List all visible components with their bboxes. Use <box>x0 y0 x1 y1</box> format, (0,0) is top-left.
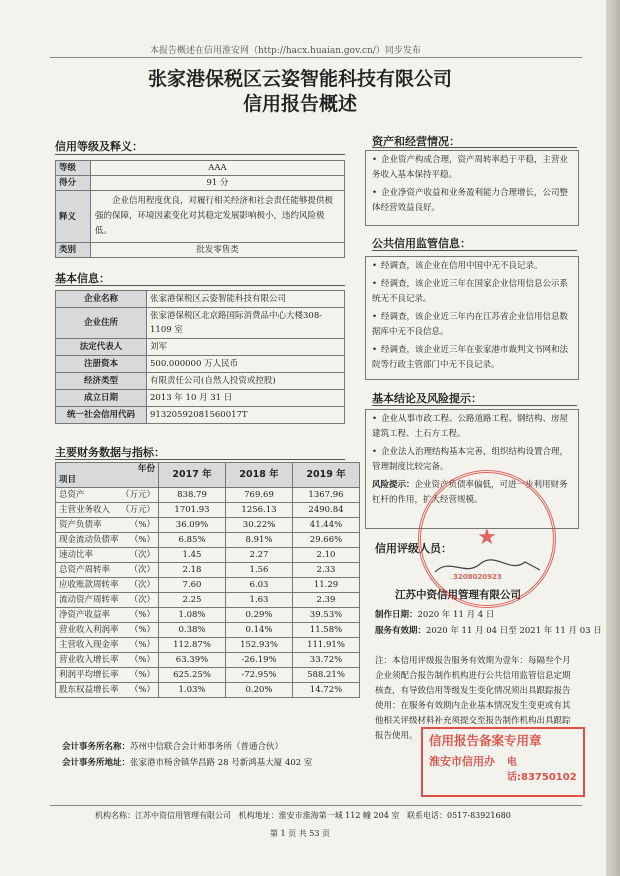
finance-item-name: 主营业务收入 <box>59 505 111 515</box>
finance-corner-cell <box>56 463 159 488</box>
finance-item-unit: （万元） <box>120 505 155 515</box>
finance-value-cell: 1367.96 <box>293 488 360 503</box>
finance-item-name: 应收账款周转率 <box>59 580 119 590</box>
finance-item-unit: （%） <box>129 610 155 620</box>
basic-type-value: 有限责任公司(自然人投资或控股) <box>147 373 345 390</box>
seal-code: 3208020923 <box>453 573 502 581</box>
footer-org-label: 机构名称： <box>95 811 135 820</box>
table-row <box>56 683 360 698</box>
basic-founded-value: 2013 年 10 月 31 日 <box>147 390 345 407</box>
table-row <box>56 373 345 390</box>
table-row <box>56 668 360 683</box>
finance-value-cell: -26.19% <box>226 653 293 668</box>
table-row <box>56 563 360 578</box>
finance-value-cell: 1256.13 <box>226 503 293 518</box>
table-row <box>56 176 345 191</box>
finance-item-name: 流动资产周转率 <box>59 595 119 605</box>
finance-corner-year: 年份 <box>137 464 155 474</box>
bullet-icon: • <box>372 155 378 165</box>
company-seal <box>418 470 556 608</box>
finance-value-cell: 39.53% <box>293 608 360 623</box>
conclusion-underline <box>372 405 577 406</box>
finance-value-cell: 1.08% <box>159 608 226 623</box>
table-row <box>56 548 360 563</box>
list-item <box>372 186 572 216</box>
finance-item-cell <box>56 593 159 608</box>
basic-legal-rep-value: 刘军 <box>147 339 345 356</box>
assets-box <box>365 150 579 226</box>
accounting-firm-line <box>62 740 283 755</box>
header-note: 本报告概述在信用淮安网（http://hacx.huaian.gov.cn/）同步发布 <box>150 46 421 56</box>
made-label: 制作日期： <box>375 610 418 620</box>
assets-bullet-1: 企业资产构成合理，资产周转率趋于平稳，主营业务收入基本保持平稳。 <box>372 155 569 180</box>
public-bullet-4: 经调查，该企业近三年在张家港市裁判文书网和法院等行政主管部门中无不良记录。 <box>372 345 569 370</box>
finance-item-name: 资产负债率 <box>59 520 102 530</box>
header-divider <box>50 57 582 58</box>
finance-value-cell: -72.95% <box>226 668 293 683</box>
footer-info <box>95 808 511 823</box>
finance-corner-item: 项目 <box>59 475 77 485</box>
finance-value-cell: 7.60 <box>159 578 226 593</box>
basic-label-address: 企业住所 <box>56 308 147 339</box>
finance-value-cell: 8.91% <box>226 533 293 548</box>
finance-table <box>55 462 360 698</box>
finance-item-cell <box>56 653 159 668</box>
finance-item-unit: （次） <box>129 550 155 560</box>
period-label: 服务有效期： <box>375 626 427 636</box>
finance-item-cell <box>56 563 159 578</box>
rating-grade-value: AAA <box>91 161 345 176</box>
firm-address: 张家港市杨舍镇华昌路 28 号新鸿基大厦 402 室 <box>130 758 313 768</box>
footer-addr-label: 机构地址： <box>238 811 279 820</box>
finance-item-name: 股东权益增长率 <box>59 685 119 695</box>
company-title: 张家港保税区云姿智能科技有限公司 <box>147 68 452 90</box>
filing-stamp <box>421 727 585 797</box>
finance-value-cell: 2.33 <box>293 563 360 578</box>
finance-value-cell: 1.03% <box>159 683 226 698</box>
finance-item-unit: （万元） <box>120 490 155 500</box>
table-row <box>56 339 345 356</box>
basic-label-capital: 注册资本 <box>56 356 147 373</box>
rating-category-value: 批发零售类 <box>91 243 345 258</box>
finance-value-cell: 2.10 <box>293 548 360 563</box>
basic-table <box>55 290 345 424</box>
finance-item-cell <box>56 518 159 533</box>
filing-stamp-title: 信用报告备案专用章 <box>429 733 542 748</box>
basic-label-founded: 成立日期 <box>56 390 147 407</box>
finance-value-cell: 0.38% <box>159 623 226 638</box>
table-row <box>56 653 360 668</box>
finance-year-2018: 2018 年 <box>226 463 293 488</box>
basic-label-name: 企业名称 <box>56 291 147 308</box>
notice-text: 注：本信用评级报告服务有效期为壹年：每隔叁个月企业须配合报告制作机构进行公共信用监管信息定期核查，有导致信用等级发生变化情况须出具跟踪报告使用：在服务有效期内企业基本情况发生变更或有其他相关评级材料补充须提交至报告制作机构出具跟踪报告使用。 <box>375 656 571 741</box>
conclusion-heading: 基本结论及风险提示： <box>372 392 482 405</box>
table-row <box>56 161 345 176</box>
finance-item-name: 总资产周转率 <box>59 565 111 575</box>
filing-stamp-phone: 电话:83750102 <box>507 757 577 783</box>
finance-item-unit: （次） <box>129 595 155 605</box>
finance-value-cell: 2.39 <box>293 593 360 608</box>
finance-value-cell: 2.25 <box>159 593 226 608</box>
bullet-icon: • <box>372 312 378 322</box>
finance-item-unit: （%） <box>129 685 155 695</box>
made-date: 2020 年 11 月 4 日 <box>417 610 495 620</box>
finance-value-cell: 0.14% <box>226 623 293 638</box>
list-item <box>372 310 572 340</box>
finance-year-2019: 2019 年 <box>293 463 360 488</box>
finance-value-cell: 1701.93 <box>159 503 226 518</box>
finance-item-cell <box>56 623 159 638</box>
accounting-address-line <box>62 756 312 771</box>
conclusion-bullet-1: 企业从事市政工程、公路道路工程、钢结构、房屋建筑工程、土石方工程。 <box>372 414 569 439</box>
table-row <box>56 518 360 533</box>
table-row <box>56 191 345 243</box>
basic-address-value: 张家港保税区北京路国际消费品中心大楼308-1109 室 <box>147 308 345 339</box>
accounting-firm-label: 会计事务所名称： <box>62 742 131 752</box>
table-row <box>56 463 360 488</box>
table-row <box>56 243 345 258</box>
list-item <box>372 343 572 373</box>
finance-item-cell <box>56 533 159 548</box>
finance-item-cell <box>56 503 159 518</box>
public-bullet-2: 经调查，该企业近三年在国家企业信用信息公示系统无不良记录。 <box>372 279 569 304</box>
binding-edge <box>606 0 620 876</box>
bullet-icon: • <box>372 414 378 424</box>
bullet-icon: • <box>372 261 378 271</box>
seal-star-icon: ★ <box>477 525 497 550</box>
finance-value-cell: 112.87% <box>159 638 226 653</box>
basic-capital-value: 500.000000 万人民币 <box>147 356 345 373</box>
finance-underline <box>55 459 345 460</box>
basic-label-type: 经济类型 <box>56 373 147 390</box>
list-item <box>372 259 572 274</box>
page-number: 第 1 页 共 53 页 <box>270 829 330 838</box>
bullet-icon: • <box>372 447 378 457</box>
table-row <box>56 608 360 623</box>
finance-item-cell <box>56 578 159 593</box>
finance-value-cell: 152.93% <box>226 638 293 653</box>
list-item <box>372 412 572 442</box>
finance-value-cell: 6.03 <box>226 578 293 593</box>
footer-tel: 0517-83921680 <box>447 811 511 820</box>
finance-item-unit: （%） <box>129 670 155 680</box>
risk-label: 风险提示： <box>372 480 415 490</box>
finance-item-cell <box>56 608 159 623</box>
table-row <box>56 407 345 424</box>
finance-item-unit: （%） <box>129 640 155 650</box>
list-item <box>372 277 572 307</box>
finance-value-cell: 2.18 <box>159 563 226 578</box>
public-bullet-3: 经调查，该企业近三年内在江苏省企业信用信息数据库中无不良信息。 <box>372 312 569 337</box>
finance-item-name: 现金流动负债率 <box>59 535 119 545</box>
table-row <box>56 488 360 503</box>
validity-period: 2020 年 11 月 04 日至 2021 年 11 月 03 日 <box>426 626 602 636</box>
basic-underline <box>55 285 345 286</box>
public-box <box>365 256 579 380</box>
table-row <box>56 533 360 548</box>
rating-label-category: 类别 <box>56 243 91 258</box>
table-row <box>56 308 345 339</box>
table-row <box>56 356 345 373</box>
finance-value-cell: 11.29 <box>293 578 360 593</box>
rating-underline <box>55 154 345 155</box>
finance-item-unit: （%） <box>129 520 155 530</box>
table-row <box>56 578 360 593</box>
finance-value-cell: 588.21% <box>293 668 360 683</box>
finance-year-2017: 2017 年 <box>159 463 226 488</box>
finance-item-cell <box>56 638 159 653</box>
bullet-icon: • <box>372 188 378 198</box>
public-bullet-1: 经调查，该企业在信用中国中无不良记录。 <box>381 261 543 271</box>
accounting-firm-name: 苏州中信联合会计师事务所（普通合伙） <box>130 742 284 752</box>
basic-label-credit-code: 统一社会信用代码 <box>56 407 147 424</box>
finance-item-name: 营业收入利润率 <box>59 625 119 635</box>
finance-item-name: 净资产收益率 <box>59 610 111 620</box>
finance-item-name: 利润平均增长率 <box>59 670 119 680</box>
finance-value-cell: 111.91% <box>293 638 360 653</box>
footer-tel-label: 联系电话： <box>407 811 447 820</box>
finance-item-name: 主营收入现金率 <box>59 640 119 650</box>
conclusion-bullet-2: 企业法人治理结构基本完善，组织结构设置合理，管理制度比较完备。 <box>372 447 569 472</box>
table-row <box>56 503 360 518</box>
footer-divider <box>50 805 582 806</box>
finance-item-cell <box>56 668 159 683</box>
finance-item-unit: （%） <box>129 655 155 665</box>
footer-org: 江苏中资信用管理有限公司 <box>135 811 231 820</box>
assets-heading: 资产和经营情况： <box>372 135 460 148</box>
basic-label-legal-rep: 法定代表人 <box>56 339 147 356</box>
table-row <box>56 390 345 407</box>
finance-item-unit: （%） <box>129 535 155 545</box>
finance-value-cell: 33.72% <box>293 653 360 668</box>
finance-value-cell: 63.39% <box>159 653 226 668</box>
footer-addr: 淮安市淮海第一城 112 幢 204 室 <box>278 811 400 820</box>
public-underline <box>372 250 577 251</box>
finance-value-cell: 838.79 <box>159 488 226 503</box>
finance-item-name: 速动比率 <box>59 550 94 560</box>
basic-name-value: 张家港保税区云姿智能科技有限公司 <box>147 291 345 308</box>
basic-heading: 基本信息： <box>55 272 110 285</box>
firm-address-label: 会计事务所地址： <box>62 758 131 768</box>
finance-value-cell: 1.45 <box>159 548 226 563</box>
assets-underline <box>372 147 577 148</box>
made-date-line <box>375 608 494 623</box>
finance-value-cell: 1.63 <box>226 593 293 608</box>
finance-heading: 主要财务数据与指标： <box>55 446 165 459</box>
finance-item-unit: （次） <box>129 565 155 575</box>
finance-value-cell: 0.20% <box>226 683 293 698</box>
bullet-icon: • <box>372 345 378 355</box>
report-title: 信用报告概述 <box>242 93 357 115</box>
table-row <box>56 593 360 608</box>
rating-heading: 信用等级及释义： <box>55 140 143 153</box>
bullet-icon: • <box>372 279 378 289</box>
finance-value-cell: 0.29% <box>226 608 293 623</box>
rater-heading: 信用评级人员： <box>375 542 452 555</box>
finance-item-cell <box>56 548 159 563</box>
list-item <box>372 153 572 183</box>
rating-label-meaning: 释义 <box>56 191 91 243</box>
finance-value-cell: 30.22% <box>226 518 293 533</box>
basic-credit-code-value: 91320592081560017T <box>147 407 345 424</box>
finance-value-cell: 2490.84 <box>293 503 360 518</box>
filing-stamp-office: 淮安市信用办 <box>429 755 495 768</box>
rating-label-grade: 等级 <box>56 161 91 176</box>
public-heading: 公共信用监管信息： <box>372 237 471 250</box>
finance-item-cell <box>56 683 159 698</box>
finance-item-cell <box>56 488 159 503</box>
finance-value-cell: 14.72% <box>293 683 360 698</box>
assets-bullet-2: 企业净资产收益和业务盈利能力合理增长，公司整体经营效益良好。 <box>372 188 569 213</box>
validity-line <box>375 624 602 639</box>
table-row <box>56 623 360 638</box>
table-row <box>56 291 345 308</box>
finance-value-cell: 1.56 <box>226 563 293 578</box>
finance-value-cell: 29.66% <box>293 533 360 548</box>
finance-item-unit: （次） <box>129 580 155 590</box>
table-row <box>56 638 360 653</box>
finance-value-cell: 6.85% <box>159 533 226 548</box>
risk-text: 企业资产负债率偏低，可进一步利用财务杠杆的作用，扩大经营规模。 <box>372 480 568 505</box>
finance-item-name: 营业收入增长率 <box>59 655 119 665</box>
finance-item-name: 总资产 <box>59 490 85 500</box>
finance-value-cell: 11.58% <box>293 623 360 638</box>
rating-label-score: 得分 <box>56 176 91 191</box>
rater-company: 江苏中资信用管理有限公司 <box>395 589 521 601</box>
rating-table <box>55 160 345 258</box>
finance-value-cell: 625.25% <box>159 668 226 683</box>
finance-value-cell: 2.27 <box>226 548 293 563</box>
finance-value-cell: 36.09% <box>159 518 226 533</box>
finance-value-cell: 41.44% <box>293 518 360 533</box>
finance-value-cell: 769.69 <box>226 488 293 503</box>
finance-item-unit: （%） <box>129 625 155 635</box>
rating-score-value: 91 分 <box>91 176 345 191</box>
rating-meaning-value: 企业信用程度优良，对履行相关经济和社会责任能够提供极强的保障，环境因素变化对其稳定发展影响极小，违约风险极低。 <box>91 191 345 243</box>
